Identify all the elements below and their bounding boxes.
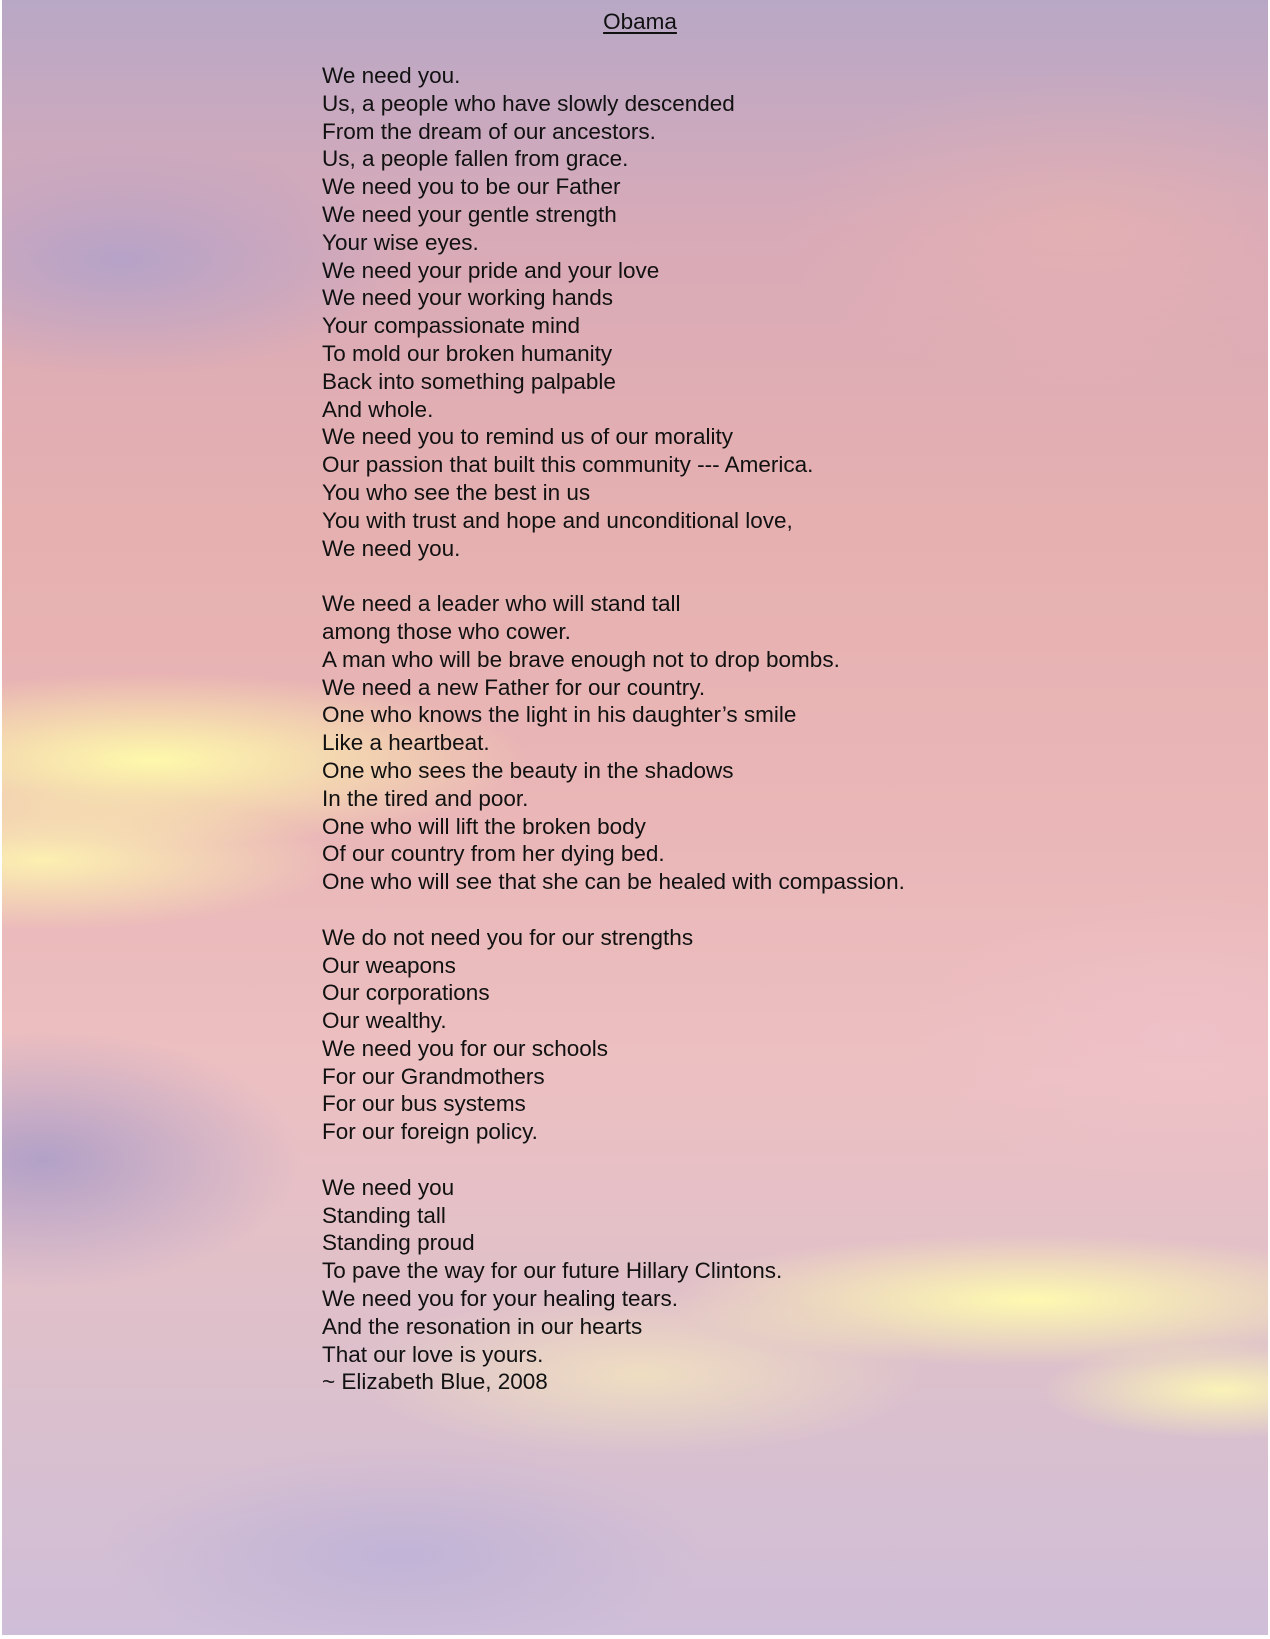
poem-line: From the dream of our ancestors. — [322, 118, 656, 144]
poem-line: We need you — [322, 1174, 455, 1200]
poem-line: Us, a people who have slowly descended — [322, 90, 735, 116]
poem-line: We need your working hands — [322, 285, 614, 311]
poem-page — [2, 0, 1268, 1635]
poem-line: You who see the best in us — [322, 479, 591, 505]
poem-line: For our Grandmothers — [322, 1063, 545, 1089]
poem-stanza — [322, 1174, 905, 1396]
poem-line: We need you to remind us of our morality — [322, 424, 734, 450]
poem-line: We need a new Father for our country. — [322, 674, 706, 700]
poem-line: among those who cower. — [322, 618, 571, 644]
poem-line: Your wise eyes. — [322, 229, 479, 255]
poem-line: Our wealthy. — [322, 1008, 447, 1034]
poem-body — [322, 62, 905, 1396]
poem-line: Our passion that built this community --- America. — [322, 452, 814, 478]
poem-line: You with trust and hope and unconditional love, — [322, 507, 793, 533]
poem-line: Of our country from her dying bed. — [322, 841, 665, 867]
poem-line: Like a heartbeat. — [322, 730, 490, 756]
poem-line: We need you. — [322, 63, 461, 88]
poem-line: We need you for our schools — [322, 1035, 608, 1061]
poem-title: Obama — [603, 9, 677, 34]
poem-line: Standing proud — [322, 1230, 475, 1256]
poem-line: One who will lift the broken body — [322, 813, 646, 839]
poem-line: That our love is yours. — [322, 1341, 544, 1367]
poem-line: To mold our broken humanity — [322, 340, 613, 366]
poem-line: In the tired and poor. — [322, 785, 529, 811]
poem-line: A man who will be brave enough not to drop bombs. — [322, 646, 840, 672]
poem-stanza — [322, 590, 905, 896]
poem-line: One who sees the beauty in the shadows — [322, 757, 734, 783]
poem-line: Back into something palpable — [322, 368, 616, 394]
poem-line: And whole. — [322, 396, 434, 422]
poem-line: Our corporations — [322, 980, 490, 1006]
poem-line: And the resonation in our hearts — [322, 1313, 643, 1339]
poem-line: For our bus systems — [322, 1091, 526, 1117]
poem-stanza — [322, 924, 905, 1146]
poem-line: ~ Elizabeth Blue, 2008 — [322, 1369, 548, 1395]
poem-line: To pave the way for our future Hillary Clintons. — [322, 1258, 783, 1284]
poem-line: We need your pride and your love — [322, 257, 660, 283]
poem-line: We need your gentle strength — [322, 201, 617, 227]
poem-line: We need you to be our Father — [322, 174, 621, 200]
poem-line: We need a leader who will stand tall — [322, 591, 681, 617]
poem-line: Our weapons — [322, 952, 456, 978]
poem-line: Your compassionate mind — [322, 313, 581, 339]
poem-line: Us, a people fallen from grace. — [322, 146, 629, 172]
poem-line: We need you. — [322, 535, 461, 561]
poem-line: Standing tall — [322, 1202, 446, 1228]
poem-line: One who will see that she can be healed with compassion. — [322, 869, 905, 895]
poem-stanza — [322, 62, 905, 562]
poem-line: We need you for your healing tears. — [322, 1286, 679, 1312]
poem-line: We do not need you for our strengths — [322, 924, 694, 950]
poem-line: For our foreign policy. — [322, 1119, 538, 1145]
poem-line: One who knows the light in his daughter’s smile — [322, 702, 797, 728]
